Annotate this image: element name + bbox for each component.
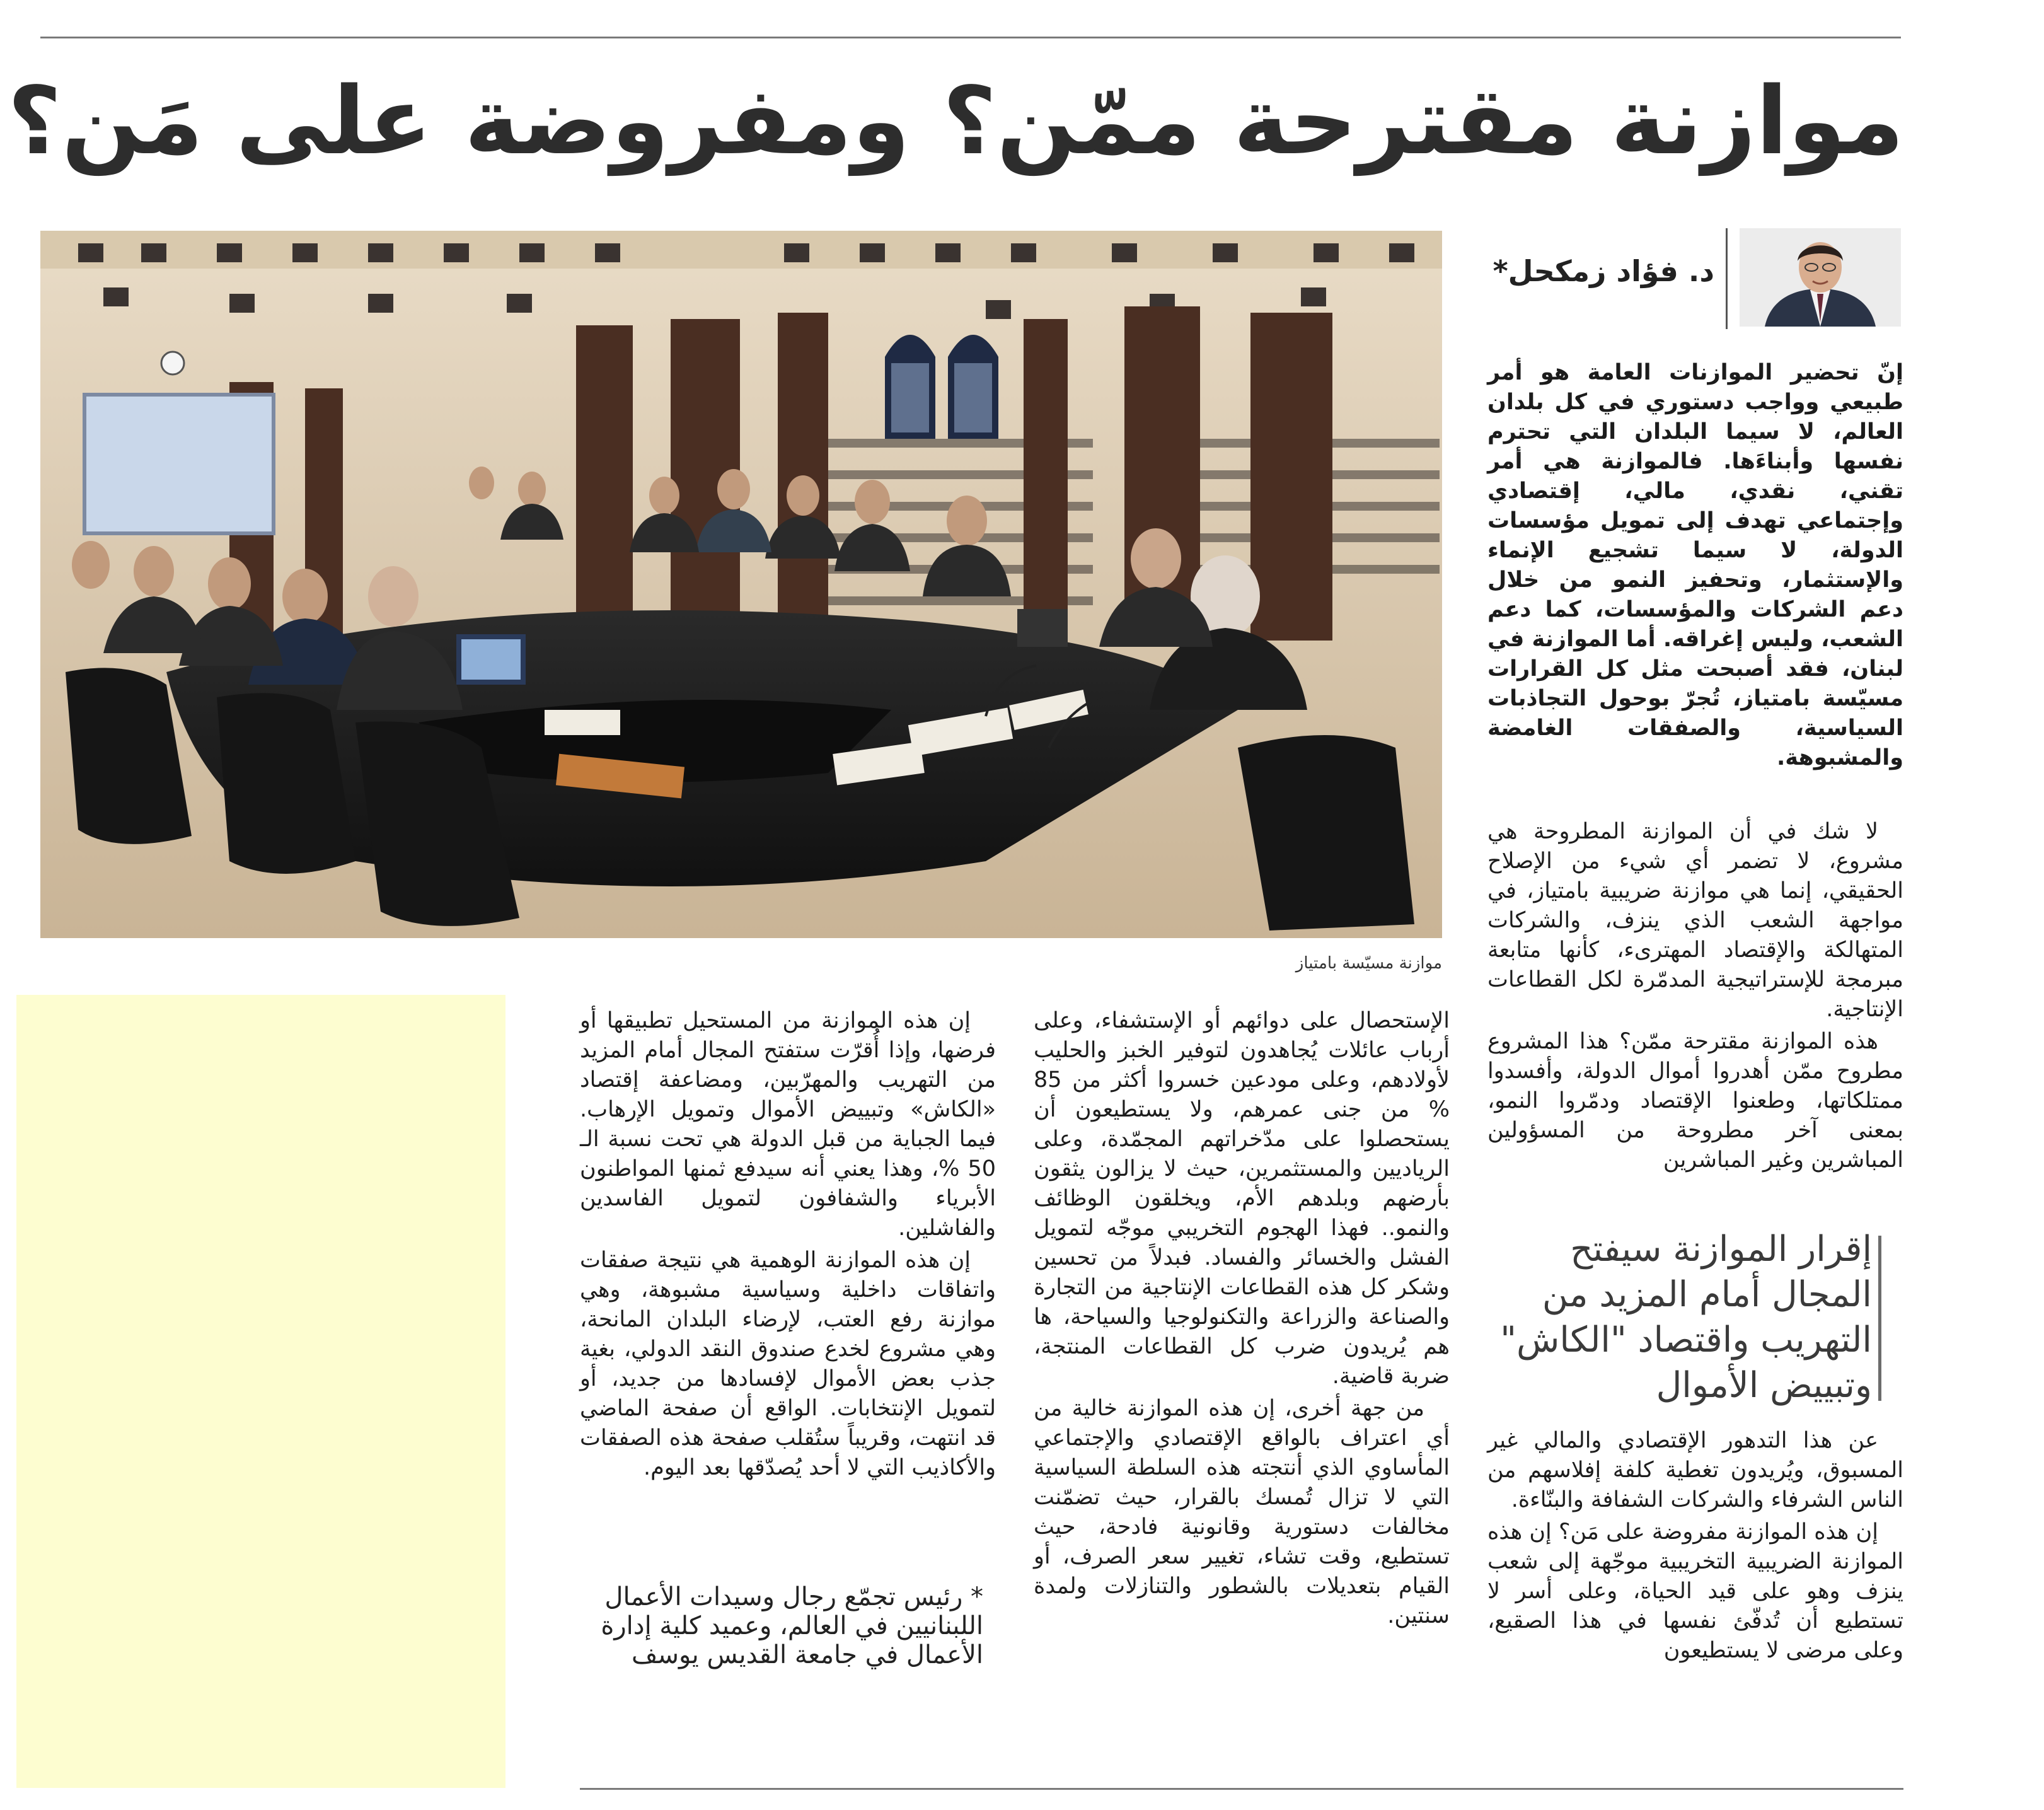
col2-paragraph-1: الإستحصال على دوائهم أو الإستشفاء، وعلى أرباب عائلات يُجاهدون لتوفير الخبز والحليب لأولادهم، وعلى مودعين خسروا أكثر من 85 % من جنى عمرهم، ولا يستطيعون أن يستحصلوا على مدّخراتهم المجمّدة، وعلى الرياديين والمستثمرين، حيث لا يزالون يثقون بأرضهم وبلدهم الأم، ويخلقون الوظائف والنمو.. فهذا الهجوم التخريبي موجّه لتمويل الفشل والخسائر والفساد. فبدلاً من تحسين وشكر كل هذه القطاعات الإنتاجية من التجارة والصناعة والزراعة والتكنولوجيا والسياحة، ها هم يُريدون ضرب كل القطاعات المنتجة، ضربة قاضية. xyxy=(1034,1008,1450,1389)
author-footnote: * رئيس تجمّع رجال وسيدات الأعمال اللبنانيين في العالم، وعميد كلية إدارة الأعمال في جامعة القديس يوسف xyxy=(601,1582,983,1669)
column-1-top xyxy=(1487,817,1903,1175)
bottom-rule xyxy=(580,1788,1903,1790)
col2-paragraph-2: من جهة أخرى، إن هذه الموازنة خالية من أي اعتراف بالواقع الإقتصادي والإجتماعي المأساوي الذي أنتجته هذه السلطة السياسية التي لا تزال تُمسك بالقرار، حيث تضمّنت مخالفات دستورية وقانونية فادحة، حيث تستطيع، وقت تشاء، تغيير سعر الصرف، أو القيام بتعديلات بالشطور والتنازلات ولمدة سنتين. xyxy=(1034,1396,1450,1628)
pullquote: إقرار الموازنة سيفتح المجال أمام المزيد من التهريب واقتصاد "الكاش" وتبييض الأموال xyxy=(1500,1229,1872,1406)
col3-paragraph-2: إن هذه الموازنة الوهمية هي نتيجة صفقات واتفاقات داخلية وسياسية مشبوهة، وهي موازنة رفع العتب، لإرضاء البلدان المانحة، وهي مشروع لخدع صندوق النقد الدولي، بغية جذب بعض الأموال لإفسادها من جديد، أو لتمويل الإنتخابات. الواقع أن صفحة الماضي قد انتهت، وقريباً ستُقلب صفحة هذه الصفقات والأكاذيب التي لا أحد يُصدّقها بعد اليوم. xyxy=(580,1248,996,1480)
col3-paragraph-1: إن هذه الموازنة من المستحيل تطبيقها أو فرضها، وإذا أُقرّت ستفتح المجال أمام المزيد من التهريب والمهرّبين، ومضاعفة إقتصاد «الكاش» وتبييض الأموال وتمويل الإرهاب. فيما الجباية من قبل الدولة هي تحت نسبة الـ 50 %، وهذا يعني أنه سيدفع ثمنها المواطنون الأبرياء والشفافون لتمويل الفاسدين والفاشلين. xyxy=(580,1008,996,1241)
author-name: د. فؤاد زمكحل* xyxy=(1493,254,1714,288)
col1-paragraph-4: إن هذه الموازنة مفروضة على مَن؟ إن هذه الموازنة الضريبية التخريبية موجّهة إلى شعب ينزف وهو على قيد الحياة، وعلى أسر لا تستطيع أن تُدفّئ نفسها في هذا الصقيع، وعلى مرضى لا يستطيعون xyxy=(1487,1519,1903,1663)
column-1-bottom xyxy=(1487,1426,1903,1666)
col1-paragraph-3: عن هذا التدهور الإقتصادي والمالي غير المسبوق، ويُريدون تغطية كلفة إفلاسهم من الناس الشرفاء والشركات الشفافة والبنّاءة. xyxy=(1487,1428,1903,1512)
intro-paragraph xyxy=(1487,358,1903,773)
headline: موازنة مقترحة ممّن؟ ومفروضة على مَن؟ xyxy=(7,67,1904,175)
col1-paragraph-1: لا شك في أن الموازنة المطروحة هي مشروع، لا تضمر أي شيء من الإصلاح الحقيقي، إنما هي موازنة ضريبية بامتياز، في مواجهة الشعب الذي ينزف، والشركات المتهالكة والإقتصاد المهترىء، كأنها متابعة مبرمجة للإستراتيجية المدمّرة لكل القطاعات الإنتاجية. xyxy=(1487,819,1903,1022)
author-portrait-icon xyxy=(1740,228,1901,327)
column-3 xyxy=(580,1006,996,1483)
author-divider xyxy=(1726,228,1728,329)
col1-paragraph-2: هذه الموازنة مقترحة ممّن؟ هذا المشروع مطروح ممّن أهدروا أموال الدولة، وأفسدوا ممتلكاتها، وطعنوا الإقتصاد ودمّروا النمو، بمعنى آخر مطروحة من المسؤولين المباشرين وغير المباشرين xyxy=(1487,1029,1903,1173)
column-2 xyxy=(1034,1006,1450,1631)
photo-caption: موازنة مسيّسة بامتياز xyxy=(1295,954,1442,973)
cabinet-meeting-photo-icon xyxy=(40,231,1442,938)
intro-text: إنّ تحضير الموازنات العامة هو أمر طبيعي وواجب دستوري في كل بلدان العالم، لا سيما البلدان التي تحترم نفسها وأبناءَها. فالموازنة هي أمر تقني، نقدي، مالي، إقتصادي وإجتماعي تهدف إلى تمويل مؤسسات الدولة، لا سيما تشجيع الإنماء والإستثمار، وتحفيز النمو من خلال دعم الشركات والمؤسسات، كما دعم الشعب، وليس إغراقه. أما الموازنة في لبنان، فقد أصبحت مثل كل القرارات مسيّسة بامتياز، تُجرّ بوحول التجاذبات السياسية، والصفقات الغامضة والمشبوهة. xyxy=(1487,360,1903,770)
advert-box xyxy=(16,995,505,1788)
pullquote-bar xyxy=(1878,1236,1881,1401)
top-rule xyxy=(40,37,1901,38)
